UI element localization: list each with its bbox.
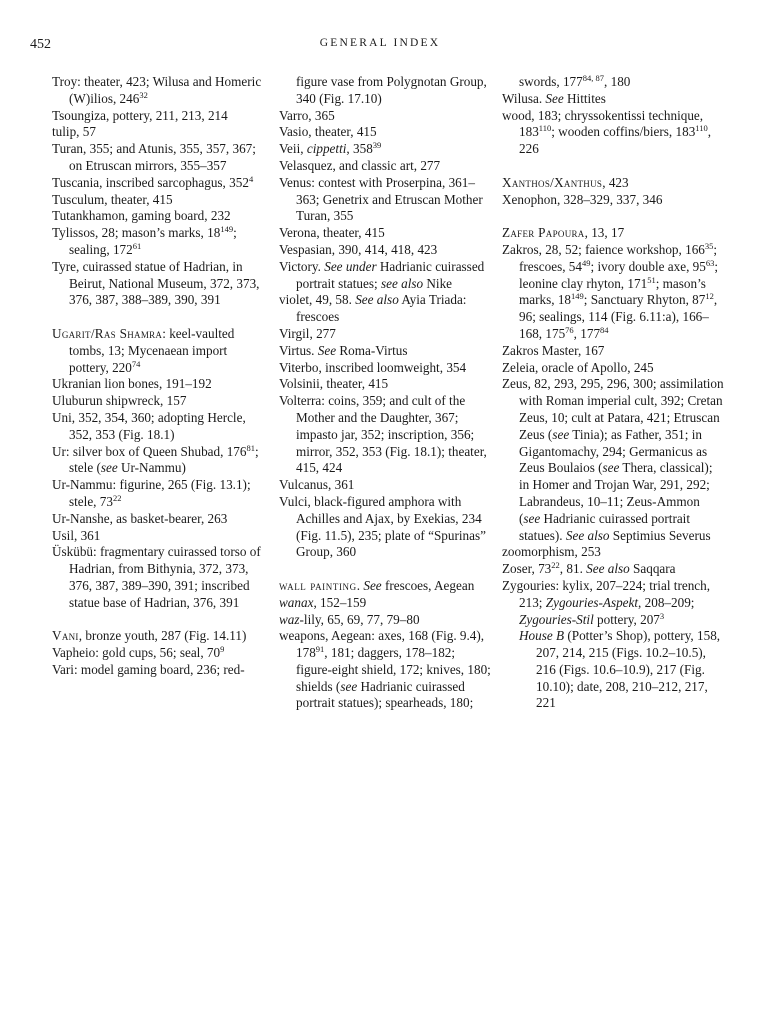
index-entry: Zeus, 82, 293, 295, 296, 300; assimilation with Roman imperial cult, 392; Cretan Zeus, 10; cult at Patara, 421; Etruscan Zeus (see Tinia); as Father, 351; in Gigantomachy, 294; Germanicus as Zeus Boulaios (see Thera, classical); in Homer and Trojan War, 291, 292; Labrandeus, 10–11; Zeus-Ammon (see Hadrianic cuirassed portrait statues). See also Septimius Severus [502, 376, 724, 543]
entry-gap [279, 561, 491, 578]
index-entry: Zygouries: kylix, 207–224; trial trench, 213; Zygouries-Aspekt, 208–209; Zygouries-Stil pottery, $207^3$ [502, 577, 711, 627]
index-entry: Ur: silver box of Queen Shubad, $176^{81}$; stele (see Ur-Nammu) [52, 442, 259, 476]
index-entry: Wilusa. See Hittites [502, 90, 606, 106]
index-entry: Xenophon, 328–329, 337, 346 [502, 191, 663, 207]
index-entry: Tuscania, inscribed sarcophagus, $352^4$ [52, 173, 254, 190]
index-entry: Ur-Nanshe, as basket-bearer, 263 [52, 510, 228, 526]
index-entry: Ugarit/Ras Shamra: keel-vaulted tombs, 13; Mycenaean import pottery, $220^{74}$ [52, 325, 235, 375]
index-entry: Virgil, 277 [279, 325, 336, 341]
index-entry: Victory. See under Hadrianic cuirassed portrait statues; see also Nike [279, 258, 485, 291]
index-entry: Tusculum, theater, 415 [52, 191, 173, 207]
index-entry: Vari: model gaming board, 236; red- [52, 661, 245, 677]
index-entry: weapons, Aegean: axes, 168 (Fig. 9.4), $178^{91}$, 181; daggers, 178–182; figure-eight shield, 172; knives, 180; shields (see Hadrianic cuirassed portrait statues); spearheads, 180; [279, 628, 491, 711]
index-entry: Veii, cippetti, $358^{39}$ [279, 140, 382, 157]
index-column-3 [502, 74, 724, 712]
index-entry: wall painting. See frescoes, Aegean [279, 577, 475, 593]
index-entry: Xanthos/Xanthus, 423 [502, 174, 629, 190]
index-entry: figure vase from Polygnotan Group, 340 (Fig. 17.10) [296, 74, 487, 106]
entry-gap [502, 208, 724, 225]
index-entry: Ukranian lion bones, 191–192 [52, 376, 212, 392]
index-column-2 [279, 74, 491, 712]
index-entry: Velasquez, and classic art, 277 [279, 157, 441, 173]
index-entry: swords, 177$^{84, 87}$, 180 [519, 73, 631, 89]
index-entry: Tsoungiza, pottery, 211, 213, 214 [52, 107, 228, 123]
index-subentry: House B (Potter’s Shop), pottery, 158, 207, 214, 215 (Figs. 10.2–10.5), 216 (Figs. 10.6–10.9), 217 (Fig. 10.10); date, 208, 210–212, 217, 221 [519, 628, 721, 711]
index-entry: Vani, bronze youth, 287 (Fig. 14.11) [52, 628, 247, 644]
index-entry: Tyre, cuirassed statue of Hadrian, in Beirut, National Museum, 372, 373, 376, 387, 388–389, 390, 391 [52, 258, 260, 308]
index-entry: Varro, 365 [279, 107, 335, 123]
index-entry: Turan, 355; and Atunis, 355, 357, 367; on Etruscan mirrors, 355–357 [52, 141, 256, 173]
entry-gap [502, 158, 724, 175]
index-entry: Zakros Master, 167 [502, 342, 605, 358]
index-column-1 [52, 74, 262, 679]
index-entry: Zakros, 28, 52; faience workshop, $166^{35}$; frescoes, $54^{49}$; ivory double axe, $95^{63}$; leonine clay rhyton, $171^{51}$; mason’s marks, $18^{149}$; Sanctuary Rhyton, $87^{12}$, 96; sealings, 114 (Fig. 6.11:a), 166–168, $175^{76}$, $177^{84}$ [502, 240, 719, 341]
index-entry: Virtus. See Roma-Virtus [279, 342, 408, 358]
index-entry: Zoser, $73^{22}$, 81. See also Saqqara [502, 560, 676, 577]
entry-gap [52, 612, 262, 629]
index-entry: wanax, 152–159 [279, 594, 367, 610]
index-entry: Vulcanus, 361 [279, 477, 355, 493]
index-entry: Vasio, theater, 415 [279, 124, 377, 140]
index-entry: wood, 183; chryssokentissi technique, $183^{110}$; wooden coffins/biers, $183^{110}$, 226 [502, 107, 712, 157]
running-head: GENERAL INDEX [319, 37, 441, 49]
page-number: 452 [30, 37, 51, 52]
index-entry: waz-lily, 65, 69, 77, 79–80 [279, 611, 420, 627]
index-entry: Viterbo, inscribed loomweight, 354 [279, 359, 467, 375]
index-entry: tulip, 57 [52, 124, 96, 140]
index-entry: zoomorphism, 253 [502, 544, 601, 560]
index-entry: Venus: contest with Proserpina, 361–363; Genetrix and Etruscan Mother Turan, 355 [279, 174, 483, 224]
index-entry: Troy: theater, 423; Wilusa and Homeric (W)ilios, $246^{32}$ [52, 74, 262, 106]
index-entry: Usil, 361 [52, 527, 101, 543]
index-entry: Vulci, black-figured amphora with Achilles and Ajax, by Exekias, 234 (Fig. 11.5), 235; plate of “Spurinas” Group, 360 [279, 493, 486, 560]
index-entry: Zeleia, oracle of Apollo, 245 [502, 359, 654, 375]
index-entry: Uni, 352, 354, 360; adopting Hercle, 352, 353 (Fig. 18.1) [52, 409, 246, 442]
index-entry: Uluburun shipwreck, 157 [52, 393, 187, 409]
index-entry: Verona, theater, 415 [279, 225, 385, 241]
index-entry: Vapheio: gold cups, 56; seal, $70^9$ [52, 644, 225, 661]
index-entry: Volterra: coins, 359; and cult of the Mother and the Daughter, 367; impasto jar, 352; inscription, 356; mirror, 352, 353 (Fig. 18.1); theater, 415, 424 [279, 393, 487, 476]
index-entry: Tylissos, 28; mason’s marks, $18^{149}$; sealing, $172^{61}$ [52, 224, 237, 257]
index-entry: Volsinii, theater, 415 [279, 376, 389, 392]
index-entry: Vespasian, 390, 414, 418, 423 [279, 241, 438, 257]
index-entry: violet, 49, 58. See also Ayia Triada: frescoes [279, 292, 467, 325]
entry-gap [52, 309, 262, 326]
index-entry: Tutankhamon, gaming board, 232 [52, 208, 231, 224]
index-entry: Ur-Nammu: figurine, 265 (Fig. 13.1); stele, $73^{22}$ [52, 477, 251, 509]
index-entry: Zafer Papoura, 13, 17 [502, 225, 625, 241]
index-entry: Üskübü: fragmentary cuirassed torso of Hadrian, from Bithynia, 372, 373, 376, 387, 389–390, 391; inscribed statue base of Hadrian, 376, 391 [52, 544, 261, 610]
